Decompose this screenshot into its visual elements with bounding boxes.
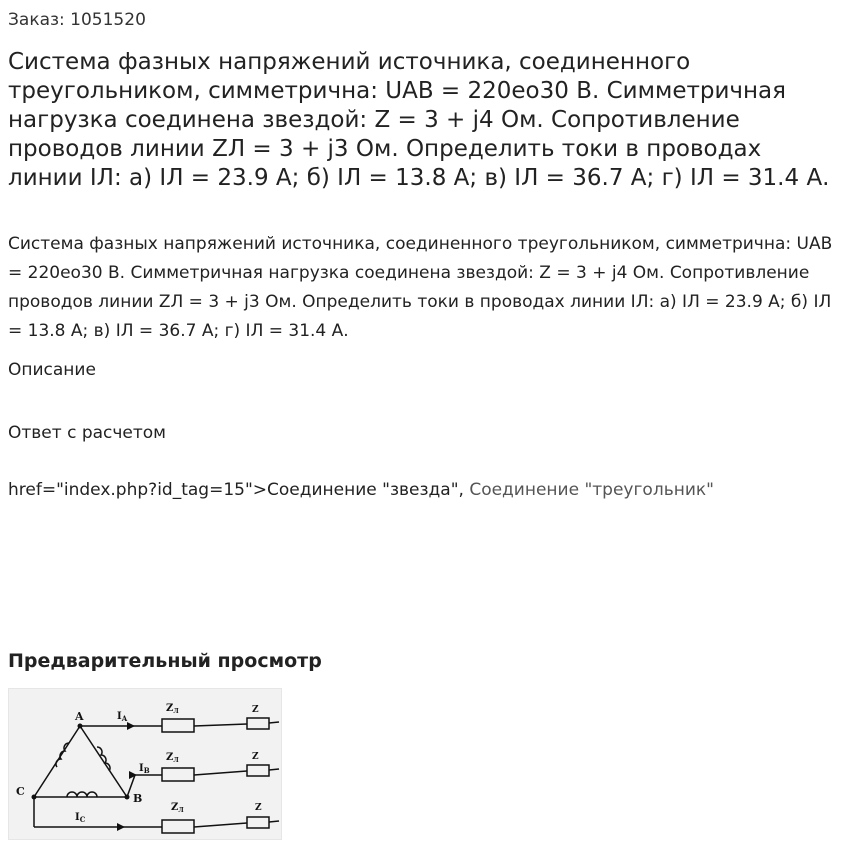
tag-link-triangle[interactable]: Соединение "треугольник": [469, 480, 714, 500]
load-impedance-a: [247, 718, 269, 729]
line-impedance-a: [162, 719, 194, 732]
delta-side-ab: [80, 726, 127, 797]
line-impedance-b: [162, 768, 194, 781]
arrow-b: [129, 771, 137, 779]
node-a-label: A: [75, 710, 84, 723]
wire-b-2: [194, 771, 247, 775]
preview-image: [8, 688, 282, 840]
node-b-dot: [125, 795, 130, 800]
load-impedance-c: [247, 817, 269, 828]
current-b-label: $I_B$: [139, 763, 150, 775]
load-z-label-a: Z: [252, 705, 259, 715]
tag-list: [8, 480, 714, 500]
node-b-label: B: [133, 792, 143, 805]
answer-label: Ответ с расчетом: [8, 423, 167, 443]
order-number: Заказ: 1051520: [8, 10, 146, 30]
load-z-label-b: Z: [252, 752, 259, 762]
node-c-dot: [32, 795, 37, 800]
line-impedance-c: [162, 820, 194, 833]
preview-title: Предварительный просмотр: [8, 650, 322, 672]
wire-c-2: [194, 823, 247, 827]
problem-text: Система фазных напряжений источника, соединенного треугольником, симметрична: UAB = 220eo30 В. Симметричная нагрузка соединена звездой: Z = 3 + j4 Ом. Сопротивление проводов линии ZЛ = 3 + j3 Ом. Определить токи в проводах линии IЛ: а) IЛ = 23.9 А; б) IЛ = 13.8 А; в) IЛ = 36.7 А; г) IЛ = 31.4 А.: [8, 234, 833, 341]
arrow-a: [127, 722, 135, 730]
line-z-label-b: $Z_Л$: [166, 752, 179, 764]
page-title: Система фазных напряжений источника, соединенного треугольником, симметрична: UAB = 220eo30 В. Симметричная нагрузка соединена звездой: Z = 3 + j4 Ом. Сопротивление проводов линии ZЛ = 3 + j3 Ом. Определить токи в проводах линии IЛ: а) IЛ = 23.9 А; б) IЛ = 13.8 А; в) IЛ = 36.7 А; г) IЛ = 31.4 А.: [8, 49, 830, 191]
node-a-dot: [78, 724, 83, 729]
circuit-diagram: [9, 689, 281, 839]
arrow-c: [117, 823, 125, 831]
line-z-label-c: $Z_Л$: [171, 802, 184, 814]
tag-text: href="index.php?id_tag=15">Соединение "звезда",: [8, 480, 470, 500]
load-impedance-b: [247, 765, 269, 776]
description-tab[interactable]: Описание: [8, 360, 96, 380]
wire-a-2: [194, 724, 247, 726]
load-z-label-c: Z: [255, 803, 262, 813]
line-z-label-a: $Z_Л$: [166, 703, 179, 715]
current-a-label: $I_A$: [117, 711, 128, 723]
current-c-label: $I_C$: [75, 812, 86, 824]
node-c-label: C: [16, 785, 25, 798]
